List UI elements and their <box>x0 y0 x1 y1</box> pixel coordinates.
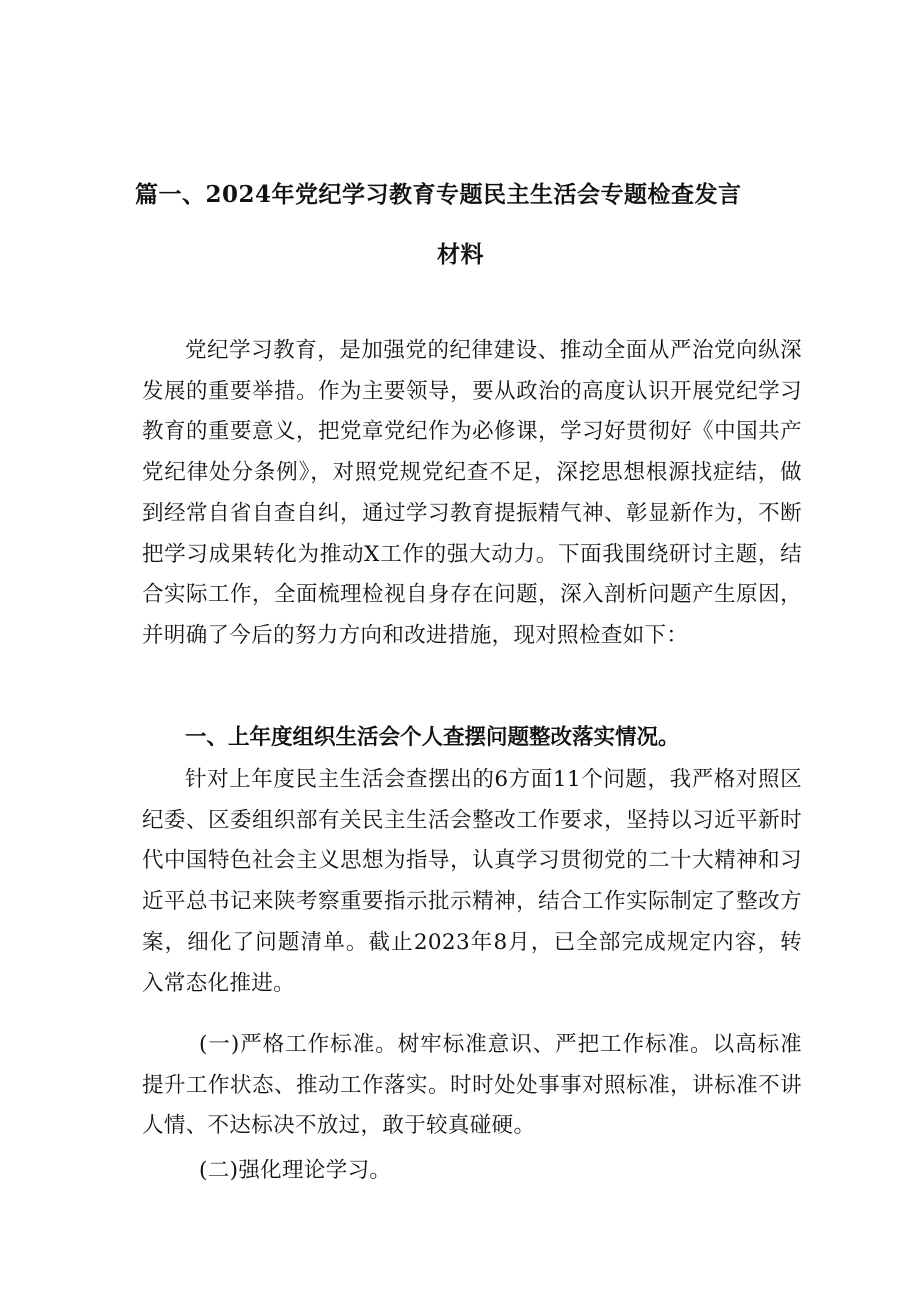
subsection-2-heading: (二)强化理论学习。 <box>199 1158 392 1183</box>
section-heading-1: 一、上年度组织生活会个人查摆问题整改落实情况。 <box>185 725 680 750</box>
document-title-line-2: 材料 <box>437 241 484 268</box>
subsection-1-paragraph: (一)严格工作标准。树牢标准意识、严把工作标准。以高标准提升工作状态、推动工作落实。时时处处事事对照标准，讲标准不讲人情、不达标决不放过，敢于较真碰硬。 <box>142 1032 802 1139</box>
intro-paragraph: 党纪学习教育，是加强党的纪律建设、推动全面从严治党向纵深发展的重要举措。作为主要领导，要从政治的高度认识开展党纪学习教育的重要意义，把党章党纪作为必修课，学习好贯彻好《中国共产党纪律处分条例》，对照党规党纪查不足，深挖思想根源找症结，做到经常自省自查自纠，通过学习教育提振精气神、彰显新作为，不断把学习成果转化为推动X工作的强大动力。下面我围绕研讨主题，结合实际工作，全面梳理检视自身存在问题，深入剖析问题产生原因，并明确了今后的努力方向和改进措施，现对照检查如下： <box>142 338 802 648</box>
document-title-line-1: 篇一、2024年党纪学习教育专题民主生活会专题检查发言 <box>135 181 742 208</box>
section-1-paragraph: 针对上年度民主生活会查摆出的6方面11个问题，我严格对照区纪委、区委组织部有关民主生活会整改工作要求，坚持以习近平新时代中国特色社会主义思想为指导，认真学习贯彻党的二十大精神和习近平总书记来陕考察重要指示批示精神，结合工作实际制定了整改方案，细化了问题清单。截止2023年8月，已全部完成规定内容，转入常态化推进。 <box>142 767 802 996</box>
